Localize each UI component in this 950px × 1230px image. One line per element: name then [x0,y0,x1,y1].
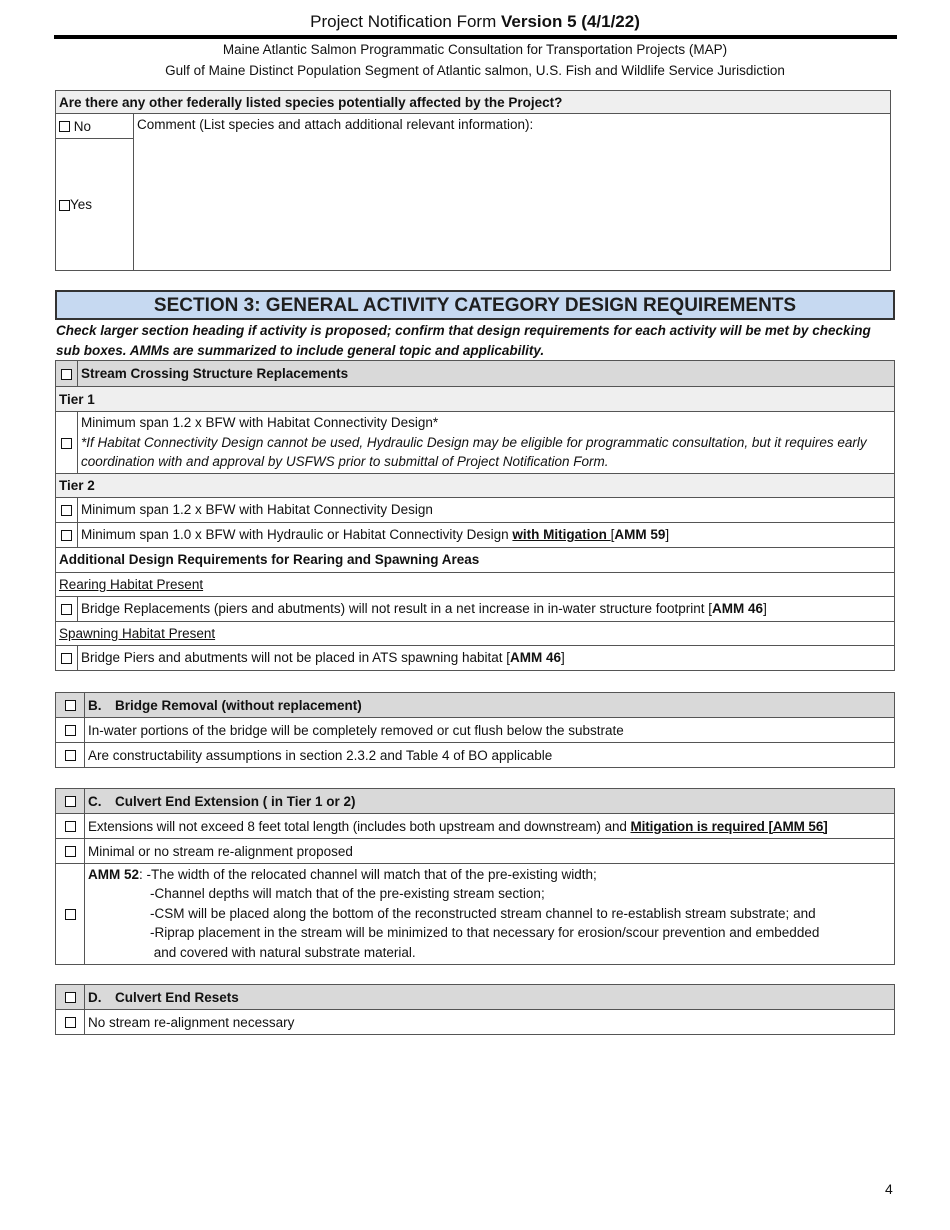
stream-crossing-cell [56,361,78,387]
culvert-resets-letter: D. [88,989,102,1005]
culvert-resets-cell [56,985,85,1010]
amm52-cell [56,864,85,965]
title-version: Version 5 (4/1/22) [500,12,640,31]
culvert-resets-heading [85,985,895,1010]
other-species-table [55,90,891,271]
comment-label: Comment (List species and attach additional relevant information): [137,117,534,132]
rearing-item-amm: AMM 46 [712,601,764,616]
bridge-removal-item2-cell [56,743,85,768]
tier1-checkbox[interactable] [61,438,72,449]
yes-checkbox[interactable] [59,200,70,211]
culvert-resets-item1: No stream re-alignment necessary [85,1010,895,1035]
no-option [56,114,134,139]
tier2-item2-text: Minimum span 1.0 x BFW with Hydraulic or Habitat Connectivity Design [81,527,513,542]
amm52-line5: and covered with natural substrate material. [150,944,416,960]
page-number: 4 [885,1181,893,1197]
stream-crossing-table [55,360,895,671]
yes-option [56,139,134,271]
bridge-removal-item2-checkbox[interactable] [65,750,76,761]
bridge-removal-heading [85,693,895,718]
amm52-line2: -Channel depths will match that of the pre-existing stream section; [150,886,545,902]
spawning-checkbox[interactable] [61,653,72,664]
no-checkbox[interactable] [59,121,70,132]
culvert-extension-item2-checkbox[interactable] [65,846,76,857]
spawning-item-cell [56,645,78,670]
subtitle-2: Gulf of Maine Distinct Population Segment of Atlantic salmon, U.S. Fish and Wildlife Service Jurisdiction [165,63,785,78]
tier2-label: Tier 2 [56,473,895,497]
comment-field[interactable] [134,114,891,271]
bridge-removal-letter: B. [88,697,102,713]
culvert-resets-checkbox[interactable] [65,992,76,1003]
spawning-item-amm: AMM 46 [510,650,562,665]
culvert-resets-item1-cell [56,1010,85,1035]
tier1-item-note: *If Habitat Connectivity Design cannot be used, Hydraulic Design may be eligible for programmatic consultation, but it requires early coordination with and approval by USFWS prior to submittal of Project Notification Form. [81,434,867,469]
spawning-label: Spawning Habitat Present [56,621,895,645]
culvert-extension-item2: Minimal or no stream re-alignment proposed [85,839,895,864]
yes-label: Yes [70,197,93,212]
tier2-item2-amm: AMM 59 [614,527,666,542]
section3-heading: SECTION 3: GENERAL ACTIVITY CATEGORY DESIGN REQUIREMENTS [55,290,895,320]
tier1-item-main: Minimum span 1.2 x BFW with Habitat Connectivity Design* [81,415,439,430]
culvert-extension-item2-cell [56,839,85,864]
culvert-resets-item1-checkbox[interactable] [65,1017,76,1028]
tier2-item1-cell [56,497,78,522]
tier2-item2-checkbox[interactable] [61,530,72,541]
tier1-item [78,412,895,474]
rearing-label: Rearing Habitat Present [56,572,895,596]
bridge-removal-title: Bridge Removal (without replacement) [115,697,362,713]
rearing-item-text: Bridge Replacements (piers and abutments) will not result in a net increase in in-water structure footprint [ [81,601,713,616]
tier1-item-cell [56,412,78,474]
culvert-extension-item1-cell [56,814,85,839]
bridge-removal-item1-cell [56,718,85,743]
amm52-line1: : -The width of the relocated channel will match that of the pre-existing width; [139,867,597,882]
spawning-item: Bridge Piers and abutments will not be placed in ATS spawning habitat [AMM 46] [78,645,895,670]
amm52-label: AMM 52 [88,867,140,882]
rearing-checkbox[interactable] [61,604,72,615]
culvert-resets-title: Culvert End Resets [115,989,239,1005]
bridge-removal-item2: Are constructability assumptions in section 2.3.2 and Table 4 of BO applicable [85,743,895,768]
amm52-line4: -Riprap placement in the stream will be minimized to that necessary for erosion/scour prevention and embedded [150,925,820,941]
subtitle-1: Maine Atlantic Salmon Programmatic Consultation for Transportation Projects (MAP) [222,42,728,57]
amm52-line3: -CSM will be placed along the bottom of the reconstructed stream channel to re-establish stream substrate; and [150,905,816,921]
section3-instructions: Check larger section heading if activity is proposed; confirm that design requirements for each activity will be met by checking sub boxes. AMMs are summarized to include general topic and applicability. [56,323,871,358]
other-species-question: Are there any other federally listed species potentially affected by the Project? [56,91,891,114]
spawning-item-text: Bridge Piers and abutments will not be placed in ATS spawning habitat [ [81,650,511,665]
amm52-checkbox[interactable] [65,909,76,920]
bridge-removal-checkbox[interactable] [65,700,76,711]
amm52-text [85,864,895,965]
culvert-extension-checkbox[interactable] [65,796,76,807]
culvert-extension-letter: C. [88,793,102,809]
no-label: No [73,118,92,134]
stream-crossing-heading: Stream Crossing Structure Replacements [78,361,895,387]
culvert-extension-item1-checkbox[interactable] [65,821,76,832]
culvert-extension-item1 [85,814,895,839]
culvert-extension-item1-text: Extensions will not exceed 8 feet total length (includes both upstream and downstream) and [88,818,631,834]
bridge-removal-item1: In-water portions of the bridge will be completely removed or cut flush below the substrate [85,718,895,743]
bridge-removal-cell [56,693,85,718]
rearing-item-cell [56,596,78,621]
additional-requirements-label: Additional Design Requirements for Rearing and Spawning Areas [56,547,895,572]
tier2-item1-checkbox[interactable] [61,505,72,516]
culvert-extension-table [55,788,895,965]
rearing-item: Bridge Replacements (piers and abutments) will not result in a net increase in in-water structure footprint [AMM 46] [78,596,895,621]
tier2-item2: Minimum span 1.0 x BFW with Hydraulic or Habitat Connectivity Design with Mitigation [AMM 59] [78,522,895,547]
tier2-item2-mitigation: with Mitigation [512,527,611,542]
tier2-item2-cell [56,522,78,547]
tier2-item1: Minimum span 1.2 x BFW with Habitat Connectivity Design [78,497,895,522]
title-prefix: Project Notification Form [310,12,501,31]
page-title [0,12,950,32]
bridge-removal-item1-checkbox[interactable] [65,725,76,736]
culvert-extension-item1-mitigation: Mitigation is required [AMM 56] [630,818,828,834]
bridge-removal-table [55,692,895,768]
culvert-extension-heading [85,789,895,814]
culvert-extension-title: Culvert End Extension ( in Tier 1 or 2) [115,793,356,809]
culvert-extension-cell [56,789,85,814]
culvert-resets-table [55,984,895,1035]
title-rule [54,35,897,39]
tier1-label: Tier 1 [56,387,895,412]
stream-crossing-checkbox[interactable] [61,369,72,380]
